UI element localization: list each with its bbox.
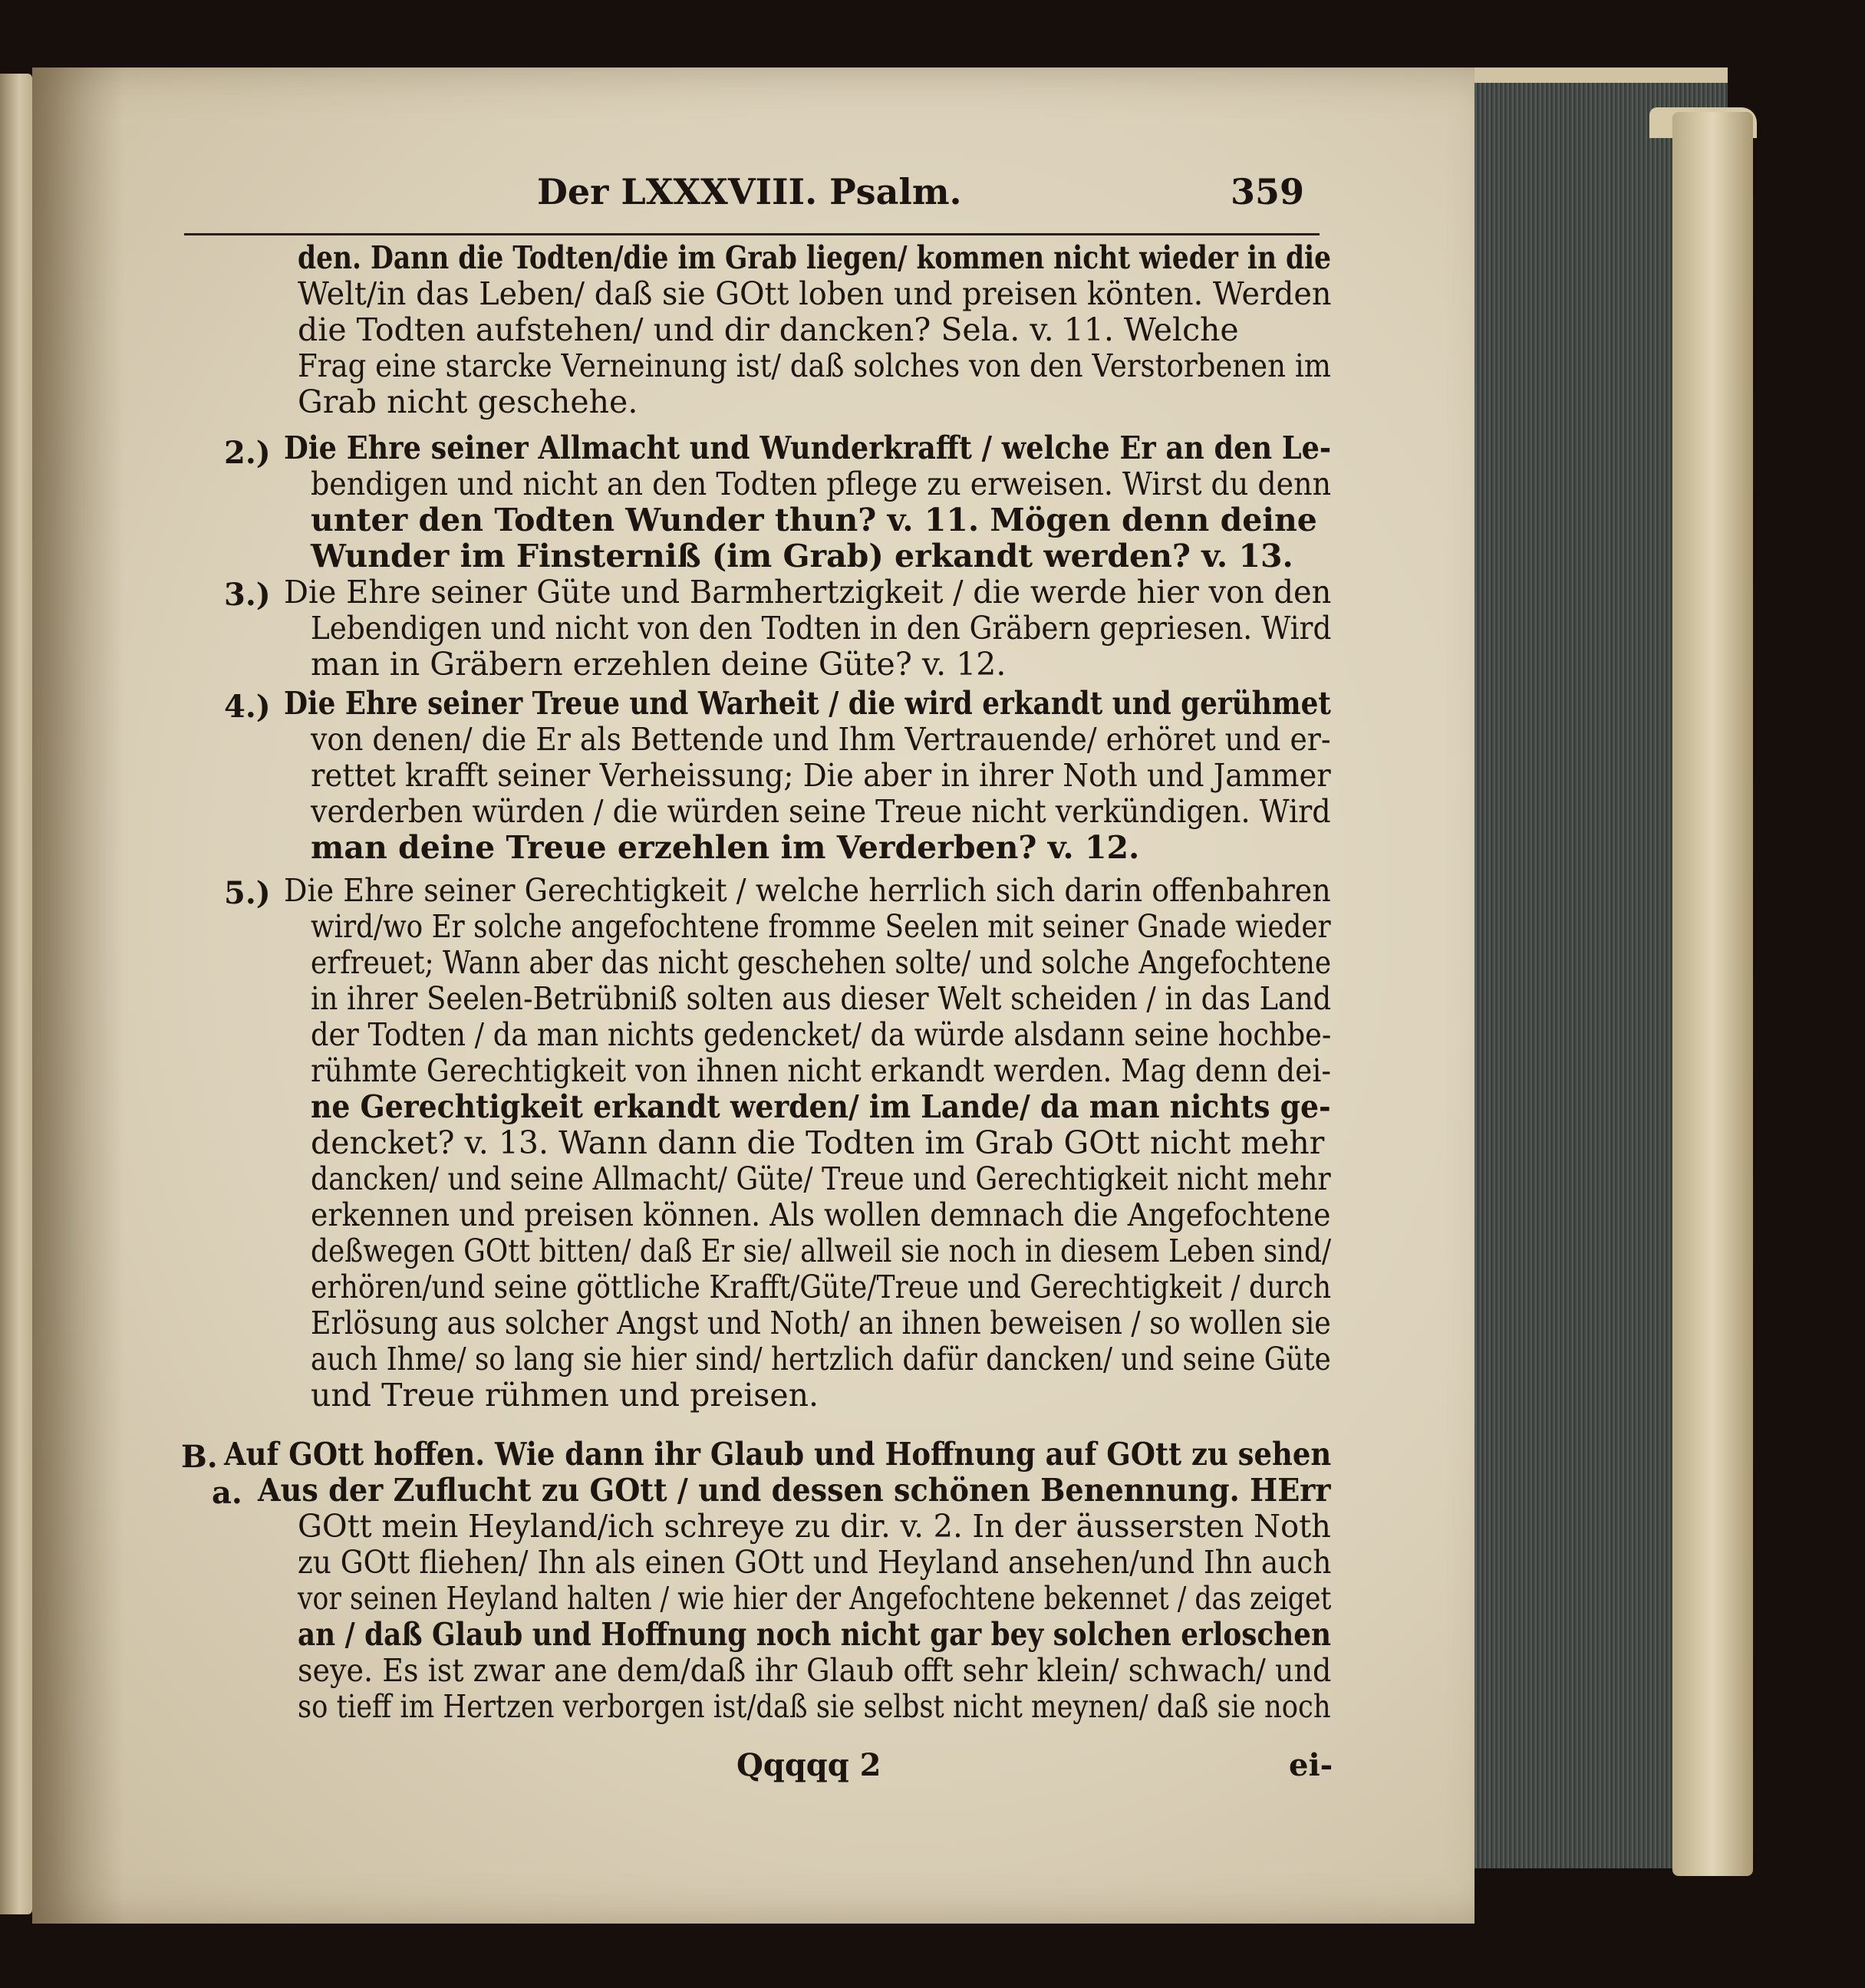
text-line: GOtt mein Heyland/ich schreye zu dir. v. 2. In der äussersten Noth xyxy=(298,1508,1331,1545)
text-line: erhören/und seine göttliche Krafft/Güte/Treue und Gerechtigkeit / durch xyxy=(311,1269,1332,1305)
text-line: rettet krafft seiner Verheissung; Die aber in ihrer Noth und Jammer xyxy=(311,757,1331,794)
text-line: Lebendigen und nicht von den Todten in den Gräbern gepriesen. Wird xyxy=(311,610,1332,647)
signature-mark: Qqqqq 2 xyxy=(736,1747,881,1783)
text-line: Auf GOtt hoffen. Wie dann ihr Glaub und Hoffnung auf GOtt zu sehen xyxy=(224,1436,1332,1473)
text-line: man in Gräbern erzehlen deine Güte? v. 12. xyxy=(311,646,1007,683)
text-line: unter den Todten Wunder thun? v. 11. Mögen denn deine xyxy=(311,502,1317,538)
running-title: Der LXXXVIII. Psalm. xyxy=(537,171,962,212)
header-rule xyxy=(184,233,1320,235)
running-header xyxy=(537,165,1304,219)
sub-marker-a: a. xyxy=(212,1475,242,1511)
text-line: zu GOtt fliehen/ Ihn als einen GOtt und Heyland ansehen/und Ihn auch xyxy=(298,1544,1332,1581)
item-marker-2: 2.) xyxy=(224,435,271,471)
page-gutter-shadow xyxy=(32,67,124,1924)
text-line: Die Ehre seiner Allmacht und Wunderkrafft / welche Er an den Le- xyxy=(284,430,1332,466)
section-marker-b: B. xyxy=(181,1439,218,1475)
text-line: und Treue rühmen und preisen. xyxy=(311,1377,819,1414)
page-block-top xyxy=(1475,67,1728,83)
text-line: dancken/ und seine Allmacht/ Güte/ Treue und Gerechtigkeit nicht mehr xyxy=(311,1160,1331,1197)
text-line: erkennen und preisen können. Als wollen demnach die Angefochtene xyxy=(311,1196,1331,1233)
text-line: erfreuet; Wann aber das nicht geschehen solte/ und solche Angefochtene xyxy=(311,944,1332,981)
text-line: Die Ehre seiner Güte und Barmhertzigkeit / die werde hier von den xyxy=(284,574,1332,611)
left-page-edge xyxy=(0,74,32,1914)
text-line: Aus der Zuflucht zu GOtt / und dessen schönen Benennung. HErr xyxy=(258,1472,1331,1509)
text-line: Erlösung aus solcher Angst und Noth/ an ihnen beweisen / so wollen sie xyxy=(311,1305,1331,1341)
text-line: der Todten / da man nichts gedencket/ da würde alsdann seine hochbe- xyxy=(311,1016,1332,1053)
text-line: verderben würden / die würden seine Treue nicht verkündigen. Wird xyxy=(311,793,1331,830)
text-line: Welt/in das Leben/ daß sie GOtt loben und preisen könten. Werden xyxy=(298,275,1332,312)
text-line: Wunder im Finsterniß (im Grab) erkandt werden? v. 13. xyxy=(311,538,1293,574)
text-line: so tieff im Hertzen verborgen ist/daß sie selbst nicht meynen/ daß sie noch xyxy=(298,1688,1331,1725)
book-cover-edge xyxy=(1672,112,1753,1876)
text-line: den. Dann die Todten/die im Grab liegen/ kommen nicht wieder in die xyxy=(298,239,1332,276)
text-line: ne Gerechtigkeit erkandt werden/ im Lande/ da man nichts ge- xyxy=(311,1088,1331,1125)
text-line: Grab nicht geschehe. xyxy=(298,383,638,420)
text-line: Frag eine starcke Verneinung ist/ daß solches von den Verstorbenen im xyxy=(298,347,1331,384)
text-line: Die Ehre seiner Gerechtigkeit / welche herrlich sich darin offenbahren xyxy=(284,872,1331,909)
item-marker-4: 4.) xyxy=(224,689,271,725)
text-line: bendigen und nicht an den Todten pflege zu erweisen. Wirst du denn xyxy=(311,466,1332,502)
text-line: man deine Treue erzehlen im Verderben? v. 12. xyxy=(311,829,1140,866)
text-line: die Todten aufstehen/ und dir dancken? Sela. v. 11. Welche xyxy=(298,311,1239,348)
text-line: rühmte Gerechtigkeit von ihnen nicht erkandt werden. Mag denn dei- xyxy=(311,1052,1331,1089)
text-line: Die Ehre seiner Treue und Warheit / die wird erkandt und gerühmet xyxy=(284,685,1331,722)
text-line: von denen/ die Er als Bettende und Ihm Vertrauende/ erhöret und er- xyxy=(311,721,1331,758)
text-line: wird/wo Er solche angefochtene fromme Seelen mit seiner Gnade wieder xyxy=(311,908,1331,945)
text-line: auch Ihme/ so lang sie hier sind/ hertzlich dafür dancken/ und seine Güte xyxy=(311,1341,1331,1377)
text-line: vor seinen Heyland halten / wie hier der Angefochtene bekennet / das zeiget xyxy=(298,1580,1332,1617)
text-line: in ihrer Seelen-Betrübniß solten aus dieser Welt scheiden / in das Land xyxy=(311,980,1332,1017)
catchword: ei- xyxy=(1289,1747,1333,1783)
text-line: deßwegen GOtt bitten/ daß Er sie/ allweil sie noch in diesem Leben sind/ xyxy=(311,1233,1332,1269)
item-marker-3: 3.) xyxy=(224,577,271,613)
text-line: an / daß Glaub und Hoffnung noch nicht gar bey solchen erloschen xyxy=(298,1616,1331,1653)
item-marker-5: 5.) xyxy=(224,875,271,911)
text-line: seye. Es ist zwar ane dem/daß ihr Glaub offt sehr klein/ schwach/ und xyxy=(298,1652,1332,1689)
page-number: 359 xyxy=(1230,171,1304,212)
text-line: dencket? v. 13. Wann dann die Todten im Grab GOtt nicht mehr xyxy=(311,1124,1325,1161)
